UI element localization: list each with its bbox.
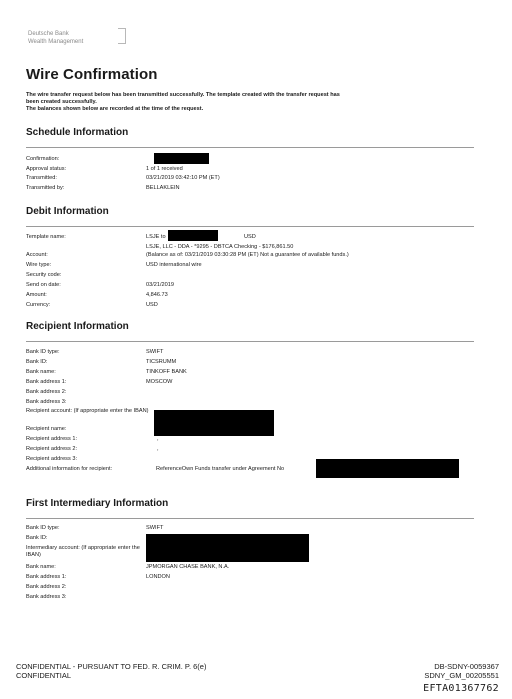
security-row	[26, 272, 486, 280]
bank-address-3-label: Bank address 3:	[26, 399, 67, 405]
bank-address-2-label: Bank address 2:	[26, 389, 67, 395]
amount-label: Amount:	[26, 292, 47, 298]
recipient-name-label: Recipient name:	[26, 426, 67, 432]
recipient-bank-address-3-row	[26, 399, 486, 407]
bank-id-type-label: Bank ID type:	[26, 349, 60, 355]
intermediary-bank-id-type-row	[26, 525, 486, 533]
template-account-line: LSJE, LLC - DDA - *9295 - DBTCA Checking - $176,861.50	[146, 244, 294, 250]
bank-address-1-label: Bank address 1:	[26, 379, 67, 385]
confirmation-label: Confirmation:	[26, 156, 60, 162]
confirmation-row	[26, 156, 486, 164]
recipient-bank-address-1-row	[26, 379, 486, 387]
bank-id-type-value: SWIFT	[146, 349, 164, 355]
recipient-account-label: Recipient account: (If appropriate enter the IBAN)	[26, 408, 149, 414]
section-divider	[26, 341, 474, 342]
redaction-box	[316, 459, 459, 478]
bank-id-type-label: Bank ID type:	[26, 525, 60, 531]
intro-line-1: The wire transfer request below has been transmitted successfully. The template created with the transfer request has	[26, 92, 340, 98]
recipient-address-2-label: Recipient address 2:	[26, 446, 77, 452]
recipient-address-1-label: Recipient address 1:	[26, 436, 77, 442]
recipient-bank-id-row	[26, 359, 486, 367]
approval-row	[26, 166, 486, 174]
template-prefix: LSJE to	[146, 234, 166, 240]
intermediary-heading: First Intermediary Information	[26, 498, 169, 509]
logo-mark-icon	[118, 28, 126, 44]
intermediary-bank-address-3-row	[26, 594, 486, 602]
intermediary-bank-name-row	[26, 564, 486, 572]
template-label: Template name:	[26, 234, 66, 240]
section-divider	[26, 147, 474, 148]
logo-line-2: Wealth Management	[28, 39, 84, 45]
amount-value: 4,846.73	[146, 292, 168, 298]
template-row	[26, 234, 486, 242]
transmitted-by-value: BELLAKLEIN	[146, 185, 180, 191]
transmitted-label: Transmitted:	[26, 175, 57, 181]
bank-id-label: Bank ID:	[26, 535, 48, 541]
bank-address-1-label: Bank address 1:	[26, 574, 67, 580]
intermediary-bank-address-1-row	[26, 574, 486, 582]
transmitted-row	[26, 175, 486, 183]
debit-heading: Debit Information	[26, 206, 109, 217]
bank-name-value: TINKOFF BANK	[146, 369, 187, 375]
currency-row	[26, 302, 486, 310]
bank-id-label: Bank ID:	[26, 359, 48, 365]
approval-value: 1 of 1 received	[146, 166, 183, 172]
transmitted-by-label: Transmitted by:	[26, 185, 65, 191]
footer-doc-id-1: DB-SDNY-0059367	[434, 662, 499, 671]
currency-label: Currency:	[26, 302, 51, 308]
recipient-bank-name-row	[26, 369, 486, 377]
recipient-address-3-label: Recipient address 3:	[26, 456, 77, 462]
bank-address-2-label: Bank address 2:	[26, 584, 67, 590]
recipient-address-1-row	[26, 436, 486, 444]
account-row	[26, 252, 486, 260]
intermediary-account-label: Intermediary account: (If appropriate enter the IBAN)	[26, 545, 140, 558]
approval-label: Approval status:	[26, 166, 67, 172]
footer-confidential	[16, 662, 206, 680]
recipient-name-row	[26, 426, 486, 434]
security-label: Security code:	[26, 272, 62, 278]
bank-logo	[28, 30, 83, 46]
additional-info-value: ReferenceOwn Funds transfer under Agreement No	[156, 466, 285, 472]
recipient-bank-id-type-row	[26, 349, 486, 357]
bank-id-value: TICSRUMM	[146, 359, 177, 365]
footer-line-2: CONFIDENTIAL	[16, 671, 72, 680]
bates-number: EFTA01367762	[423, 683, 499, 694]
bank-name-label: Bank name:	[26, 369, 56, 375]
account-label: Account:	[26, 252, 48, 258]
logo-line-1: Deutsche Bank	[28, 31, 69, 37]
send-on-row	[26, 282, 486, 290]
recipient-address-2-row	[26, 446, 486, 454]
bank-id-type-value: SWIFT	[146, 525, 164, 531]
additional-info-label: Additional information for recipient:	[26, 466, 113, 472]
section-divider	[26, 226, 474, 227]
page-title: Wire Confirmation	[26, 66, 158, 83]
bank-address-1-value: MOSCOW	[146, 379, 173, 385]
transmitted-value: 03/21/2019 03:42:10 PM (ET)	[146, 175, 220, 181]
intermediary-bank-address-2-row	[26, 584, 486, 592]
recipient-bank-address-2-row	[26, 389, 486, 397]
recipient-heading: Recipient Information	[26, 321, 129, 332]
recipient-address-2-value: ,	[157, 446, 159, 452]
wire-type-value: USD international wire	[146, 262, 202, 268]
schedule-heading: Schedule Information	[26, 127, 129, 138]
template-suffix: USD	[244, 234, 256, 240]
footer-doc-id-2: SDNY_GM_00205551	[424, 671, 499, 680]
bank-name-label: Bank name:	[26, 564, 56, 570]
bank-address-3-label: Bank address 3:	[26, 594, 67, 600]
intro-text	[26, 92, 426, 112]
intermediary-account-row	[26, 545, 486, 561]
wire-type-row	[26, 262, 486, 270]
amount-row	[26, 292, 486, 300]
transmitted-by-row	[26, 185, 486, 193]
wire-type-label: Wire type:	[26, 262, 52, 268]
intro-line-3: The balances shown below are recorded at the time of the request.	[26, 105, 204, 112]
currency-value: USD	[146, 302, 158, 308]
section-divider	[26, 518, 474, 519]
template-line-2	[26, 244, 486, 252]
send-on-value: 03/21/2019	[146, 282, 174, 288]
redaction-box	[154, 153, 209, 164]
footer-doc-ids	[424, 662, 499, 680]
send-on-label: Send on date:	[26, 282, 61, 288]
intro-line-2: been created successfully.	[26, 98, 97, 105]
bank-name-value: JPMORGAN CHASE BANK, N.A.	[146, 564, 230, 570]
recipient-address-1-value: ,	[157, 436, 159, 442]
bank-address-1-value: LONDON	[146, 574, 170, 580]
footer-line-1: CONFIDENTIAL - PURSUANT TO FED. R. CRIM. P. 6(e)	[16, 662, 207, 671]
account-balance-note: (Balance as of: 03/21/2019 03:30:28 PM (ET) Not a guarantee of available funds.)	[146, 252, 349, 258]
redaction-box	[168, 230, 218, 241]
